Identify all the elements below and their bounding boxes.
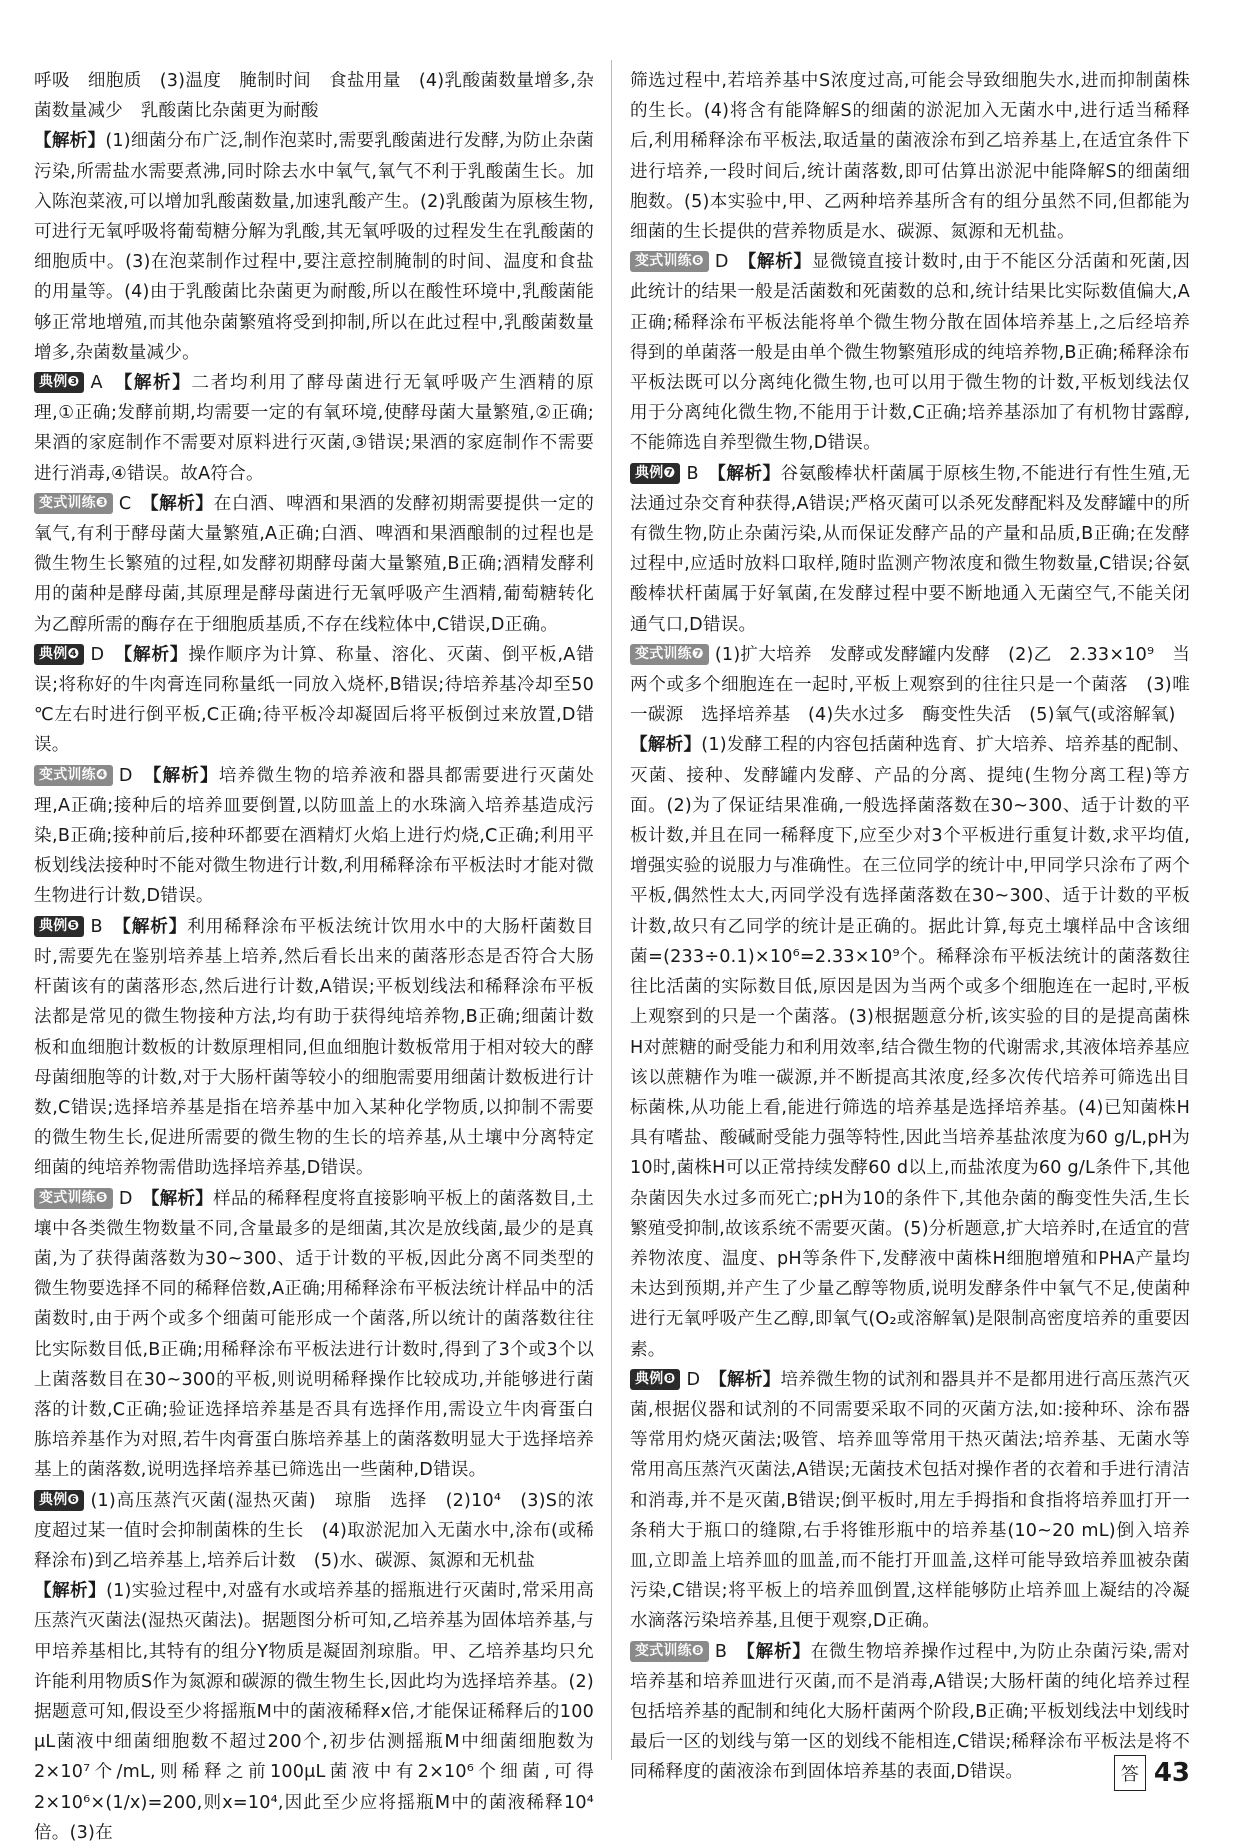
example-label: 典例❼ (630, 463, 680, 484)
analysis-marker: 【解析】 (123, 644, 189, 665)
analysis-marker: 【解析】 (717, 463, 781, 484)
paragraph-text: 显微镜直接计数时,由于不能区分活菌和死菌,因此统计的结果一般是活菌数和死菌数的总和,统计结果比实际数值偏大,A正确;稀释涂布平板法能将单个微生物分散在固体培养基上,之后经培养得到的单菌落一般是由单个微生物繁殖形成的纯培养物,B正确;稀释涂布平板法既可以分离纯化微生物,也可以用于微生物的计数,平板划线法仅用于分离纯化微生物,不能用于计数,C正确;培养基添加了有机物甘露醇,不能筛选自养型微生物,D错误。 (630, 252, 1190, 454)
example-label: 典例❸ (34, 372, 84, 393)
paragraph (630, 1365, 1190, 1637)
analysis-marker: 【解析】 (123, 373, 192, 394)
paragraph-text: B (90, 916, 122, 937)
right-column (630, 66, 1190, 1788)
paragraph (34, 761, 594, 912)
paragraph-text: 培养微生物的培养液和器具都需要进行灭菌处理,A正确;接种后的培养皿要倒置,以防皿盖上的水珠滴入培养基造成污染,B正确;接种前后,接种环都要在酒精灯火焰上进行灼烧,C正确;利用平板划线法接种时不能对微生物进行计数,利用稀释涂布平板法时才能对微生物进行计数,D错误。 (34, 765, 594, 907)
analysis-marker: 【解析】 (630, 735, 702, 756)
page-footer (1114, 1752, 1190, 1794)
paragraph-text: C (118, 493, 150, 514)
paragraph-text: 筛选过程中,若培养基中S浓度过高,可能会导致细胞失水,进而抑制菌株的生长。(4)将含有能降解S的细菌的淤泥加入无菌水中,进行适当稀释后,利用稀释涂布平板法,取适量的菌液涂布到乙培养基上,在适宜条件下进行培养,一段时间后,统计菌落数,即可估算出淤泥中能降解S的细菌细胞数。(5)本实验中,甲、乙两种培养基所含有的组分虽然不同,但都能为细菌的生长提供的营养物质是水、碳源、氮源和无机盐。 (630, 71, 1190, 243)
paragraph-text: 利用稀释涂布平板法统计饮用水中的大肠杆菌数目时,需要先在鉴别培养基上培养,然后看长出来的菌落形态是否符合大肠杆菌该有的菌落形态,然后进行计数,A错误;平板划线法和稀释涂布平板法都是常见的微生物接种方法,均有助于获得纯培养物,B正确;细菌计数板和血细胞计数板的计数原理相同,但血细胞计数板常用于相对较大的酵母菌细胞等的计数,对于大肠杆菌等较小的细胞需要用细菌计数板进行计数,C错误;选择培养基是指在培养基中加入某种化学物质,以抑制不需要的微生物生长,促进所需要的微生物的生长的培养基,从土壤中分离特定细菌的纯培养物需借助选择培养基,D错误。 (34, 916, 594, 1179)
exercise-label: 变式训练❺ (34, 1188, 113, 1209)
analysis-marker: 【解析】 (747, 252, 812, 273)
paragraph (630, 247, 1190, 458)
paragraph (630, 459, 1190, 640)
paragraph-text: 呼吸 细胞质 (3)温度 腌制时间 食盐用量 (4)乳酸菌数量增多,杂菌数量减少 乳酸菌比杂菌更为耐酸 (34, 71, 594, 122)
example-label: 典例❽ (630, 1369, 680, 1390)
paragraph-text: D (118, 765, 153, 786)
paragraph-text: A (90, 373, 124, 394)
paragraph (34, 489, 594, 640)
analysis-marker: 【解析】 (150, 1188, 214, 1209)
analysis-marker: 【解析】 (34, 1581, 107, 1602)
paragraph-text: D (714, 252, 748, 273)
paragraph (630, 730, 1190, 1364)
paragraph-text: 二者均利用了酵母菌进行无氧呼吸产生酒精的原理,①正确;发酵前期,均需要一定的有氧环境,使酵母菌大量繁殖,②正确;果酒的家庭制作不需要对原料进行灭菌,③错误;果酒的家庭制作不需要进行消毒,④错误。故A符合。 (34, 373, 595, 484)
exercise-label: 变式训练❽ (630, 1641, 709, 1662)
paragraph-text: B (686, 463, 718, 484)
paragraph-text: (1)发酵工程的内容包括菌种选育、扩大培养、培养基的配制、灭菌、接种、发酵罐内发酵、产品的分离、提纯(生物分离工程)等方面。(2)为了保证结果准确,一般选择菌落数在30~300、适于计数的平板计数,并且在同一稀释度下,应至少对3个平板进行重复计数,求平均值,增强实验的说服力与准确性。在三位同学的统计中,甲同学只涂布了两个平板,偶然性太大,丙同学没有选择菌落数在30~300、适于计数的平板计数,故只有乙同学的统计是正确的。据此计算,每克土壤样品中含该细菌=(233÷0.1)×10⁶=2.33×10⁹个。稀释涂布平板法统计的菌落数往往比活菌的实际数目低,原因是因为当两个或多个细胞连在一起时,平板上观察到的只是一个菌落。(3)根据题意分析,该实验的目的是提高菌株H对蔗糖的耐受能力和利用效率,结合微生物的代谢需求,其液体培养基应该以蔗糖作为唯一碳源,并不断提高其浓度,经多次传代培养可筛选出目标菌株,从功能上看,能进行筛选的培养基是选择培养基。(4)已知菌株H具有嗜盐、酸碱耐受能力强等特性,因此当培养基盐浓度为60 g/L,pH为10时,菌株H可以正常持续发酵60 d以上,而盐浓度为60 g/L条件下,其他杂菌因失水过多而死亡;pH为10的条件下,其他杂菌的酶变性失活,生长繁殖受抑制,故该系统不需要灭菌。(5)分析题意,扩大培养时,在适宜的营养物浓度、温度、pH等条件下,发酵液中菌株H细胞增殖和PHA产量均未达到预期,并产生了少量乙醇等物质,说明发酵条件中氧气不足,使菌种进行无氧呼吸产生乙醇,即氧气(O₂或溶解氧)是限制高密度培养的重要因素。 (630, 735, 1190, 1360)
paragraph (34, 126, 594, 368)
paragraph-text: B (714, 1641, 747, 1662)
paragraph (34, 368, 594, 489)
analysis-marker: 【解析】 (121, 916, 188, 937)
paragraph (34, 912, 594, 1184)
example-label: 典例❹ (34, 644, 84, 665)
example-label: 典例❻ (34, 1490, 84, 1511)
column-divider (611, 60, 612, 1760)
paragraph (34, 66, 594, 126)
paragraph (34, 1486, 594, 1577)
paragraph-text: 样品的稀释程度将直接影响平板上的菌落数目,土壤中各类微生物数量不同,含量最多的是细菌,其次是放线菌,最少的是真菌,为了获得菌落数为30~300、适于计数的平板,因此分离不同类型的微生物要选择不同的稀释倍数,A正确;用稀释涂布平板法统计样品中的活菌数时,由于两个或多个细菌可能形成一个菌落,所以统计的菌落数往往比实际数目低,B正确;用稀释涂布平板法进行计数时,得到了3个或3个以上菌落数目在30~300的平板,则说明稀释操作比较成功,并能够进行菌落的计数,C正确;验证选择培养基是否具有选择作用,需设立牛肉膏蛋白胨培养基作为对照,若牛肉膏蛋白胨培养基上的菌落数明显大于选择培养基上的菌落数,说明选择培养基已筛选出一些菌种,D错误。 (34, 1188, 594, 1481)
analysis-marker: 【解析】 (152, 765, 219, 786)
paragraph (630, 66, 1190, 247)
paragraph (34, 640, 594, 761)
paragraph-text: D (686, 1369, 719, 1390)
paragraph-text: (1)实验过程中,对盛有水或培养基的摇瓶进行灭菌时,常采用高压蒸汽灭菌法(湿热灭菌法)。据题图分析可知,乙培养基为固体培养基,与甲培养基相比,其特有的组分Y物质是凝固剂琼脂。甲、乙培养基均只允许能利用物质S作为氮源和碳源的微生物生长,因此均为选择培养基。(2)据题意可知,假设至少将摇瓶M中的菌液稀释x倍,才能保证稀释后的100 μL菌液中细菌细胞数不超过200个,初步估测摇瓶M中细菌细胞数为2×10⁷个/mL,则稀释之前100μL菌液中有2×10⁶个细菌,可得2×10⁶×(1/x)=200,则x=10⁴,因此至少应将摇瓶M中的菌液稀释10⁴倍。(3)在 (34, 1581, 594, 1843)
paragraph-text: (1)高压蒸汽灭菌(湿热灭菌) 琼脂 选择 (2)10⁴ (3)S的浓度超过某一值时会抑制菌株的生长 (4)取淤泥加入无菌水中,涂布(或稀释涂布)到乙培养基上,培养后计数 (5)水、碳源、氮源和无机盐 (34, 1490, 594, 1571)
example-label: 典例❺ (34, 916, 84, 937)
analysis-marker: 【解析】 (718, 1369, 781, 1390)
paragraph-text: 操作顺序为计算、称量、溶化、灭菌、倒平板,A错误;将称好的牛肉膏连同称量纸一同放入烧杯,B错误;待培养基冷却至50 ℃左右时进行倒平板,C正确;待平板冷却凝固后将平板倒过来放置,D错误。 (34, 644, 594, 756)
paragraph (630, 640, 1190, 731)
left-column (34, 66, 594, 1848)
paragraph-text: (1)细菌分布广泛,制作泡菜时,需要乳酸菌进行发酵,为防止杂菌污染,所需盐水需要煮沸,同时除去水中氧气,氧气不利于乳酸菌生长。加入陈泡菜液,可以增加乳酸菌数量,加速乳酸产生。(2)乳酸菌为原核生物,可进行无氧呼吸将葡萄糖分解为乳酸,其无氧呼吸的过程发生在乳酸菌的细胞质中。(3)在泡菜制作过程中,要注意控制腌制的时间、温度和食盐的用量等。(4)由于乳酸菌比杂菌更为耐酸,所以在酸性环境中,乳酸菌能够正常地增殖,而其他杂菌繁殖将受到抑制,所以在此过程中,乳酸菌数量增多,杂菌数量减少。 (34, 131, 594, 363)
exercise-label: 变式训练❻ (630, 251, 709, 272)
paragraph-text: 在微生物培养操作过程中,为防止杂菌污染,需对培养基和培养皿进行灭菌,而不是消毒,A错误;大肠杆菌的纯化培养过程包括培养基的配制和纯化大肠杆菌两个阶段,B正确;平板划线法中划线时最后一区的划线与第一区的划线不能相连,C错误;稀释涂布平板法是将不同稀释度的菌液涂布到固体培养基的表面,D错误。 (630, 1641, 1190, 1783)
paragraph-text: D (118, 1188, 151, 1209)
paragraph (630, 1637, 1190, 1788)
analysis-marker: 【解析】 (149, 493, 214, 514)
paragraph-text: 培养微生物的试剂和器具并不是都用进行高压蒸汽灭菌,根据仪器和试剂的不同需要采取不同的灭菌方法,如:接种环、涂布器等常用灼烧灭菌法;吸管、培养皿等常用干热灭菌法;培养基、无菌水等常用高压蒸汽灭菌法,A错误;无菌技术包括对操作者的衣着和手进行清洁和消毒,并不是灭菌,B错误;倒平板时,用左手拇指和食指将培养皿打开一条稍大于瓶口的缝隙,右手将锥形瓶中的培养基(10~20 mL)倒入培养皿,立即盖上培养皿的皿盖,而不能打开皿盖,这样可能导致培养皿被杂菌污染,C错误;将平板上的培养皿倒置,这样能够防止培养皿上凝结的冷凝水滴落污染培养基,且便于观察,D正确。 (630, 1369, 1191, 1632)
paragraph-text: (1)扩大培养 发酵或发酵罐内发酵 (2)乙 2.33×10⁹ 当两个或多个细胞连在一起时,平板上观察到的往往只是一个菌落 (3)唯一碳源 选择培养基 (4)失水过多 酶变性失活 (5)氧气(或溶解氧) (630, 644, 1190, 726)
analysis-marker: 【解析】 (34, 131, 106, 152)
analysis-marker: 【解析】 (746, 1641, 811, 1662)
answer-tag: 答 (1114, 1755, 1146, 1791)
exercise-label: 变式训练❼ (630, 644, 709, 665)
exercise-label: 变式训练❸ (34, 493, 113, 514)
page-number: 43 (1153, 1758, 1190, 1788)
paragraph (34, 1184, 594, 1486)
paragraph (34, 1576, 594, 1848)
paragraph-text: 谷氨酸棒状杆菌属于原核生物,不能进行有性生殖,无法通过杂交育种获得,A错误;严格灭菌可以杀死发酵配料及发酵罐中的所有微生物,防止杂菌污染,从而保证发酵产品的产量和品质,B正确;在发酵过程中,应适时放料口取样,随时监测产物浓度和微生物数量,C错误;谷氨酸棒状杆菌属于好氧菌,在发酵过程中要不断地通入无菌空气,不能关闭通气口,D错误。 (630, 463, 1190, 635)
paragraph-text: 在白酒、啤酒和果酒的发酵初期需要提供一定的氧气,有利于酵母菌大量繁殖,A正确;白酒、啤酒和果酒酿制的过程也是微生物生长繁殖的过程,如发酵初期酵母菌大量繁殖,B正确;酒精发酵利用的菌种是酵母菌,其原理是酵母菌进行无氧呼吸产生酒精,葡萄糖转化为乙醇所需的酶存在于细胞质基质,不存在线粒体中,C错误,D正确。 (34, 493, 595, 635)
paragraph-text: D (90, 644, 124, 665)
exercise-label: 变式训练❹ (34, 765, 113, 786)
